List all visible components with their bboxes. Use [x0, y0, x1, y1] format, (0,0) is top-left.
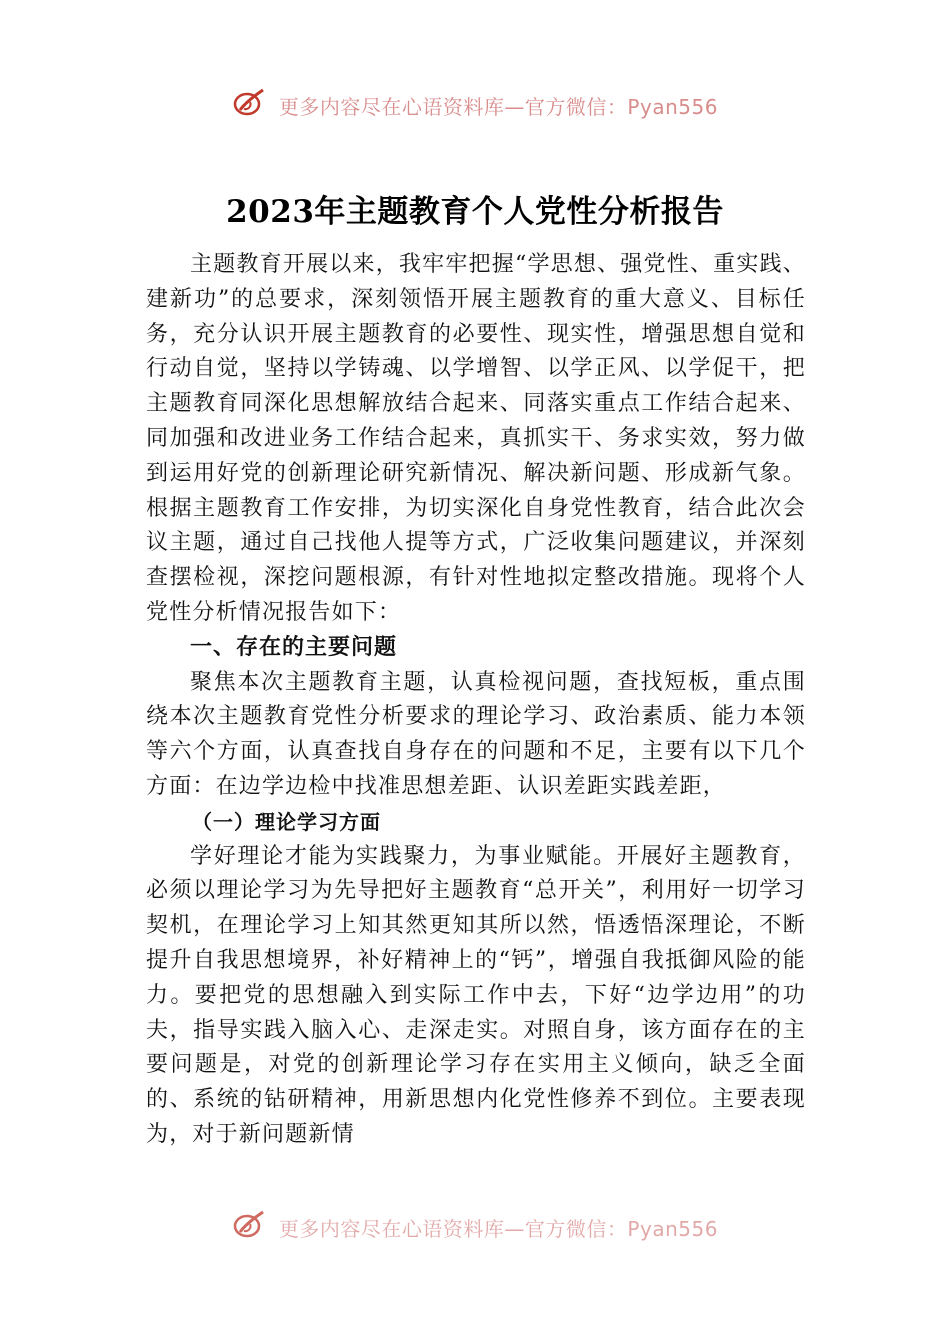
section-heading-problems: 一、存在的主要问题 — [190, 634, 398, 660]
paragraph-theory: 学好理论才能为实践聚力，为事业赋能。开展好主题教育，必须以理论学习为先导把好主题教育“总开关”，利用好一切学习契机，在理论学习上知其然更知其所以然，悟透悟深理论，不断提升自我思想境界，补好精神上的“钙”，增强自我抵御风险的能力。要把党的思想融入到实际工作中去，下好“边学边用”的功夫，指导实践入脑入心、走深走实。对照自身，该方面存在的主要问题是，对党的创新理论学习存在实用主义倾向，缺乏全面的、系统的钻研精神，用新思想内化党性修养不到位。主要表现为，对于新问题新情 — [146, 843, 806, 1147]
watermark-text: 更多内容尽在心语资料库—官方微信：Pyan556 — [278, 95, 718, 119]
footer-watermark — [0, 1210, 950, 1245]
quill-swirl-logo-icon — [232, 1210, 266, 1245]
header-watermark — [0, 88, 950, 123]
paragraph-problems: 聚焦本次主题教育主题，认真检视问题，查找短板，重点围绕本次主题教育党性分析要求的理论学习、政治素质、能力本领等六个方面，认真查找自身存在的问题和不足，主要有以下几个方面：在边学边检中找准思想差距、认识差距实践差距， — [146, 669, 806, 799]
subsection-heading-theory: （一）理论学习方面 — [192, 809, 381, 834]
watermark-text: 更多内容尽在心语资料库—官方微信：Pyan556 — [278, 1217, 718, 1241]
quill-swirl-logo-icon — [232, 88, 266, 123]
document-title: 2023年主题教育个人党性分析报告 — [226, 194, 724, 230]
document-body — [146, 248, 806, 1153]
paragraph-intro: 主题教育开展以来，我牢牢把握“学思想、强党性、重实践、建新功”的总要求，深刻领悟开展主题教育的重大意义、目标任务，充分认识开展主题教育的必要性、现实性，增强思想自觉和行动自觉，坚持以学铸魂、以学增智、以学正风、以学促干，把主题教育同深化思想解放结合起来、同落实重点工作结合起来、同加强和改进业务工作结合起来，真抓实干、务求实效，努力做到运用好党的创新理论研究新情况、解决新问题、形成新气象。根据主题教育工作安排，为切实深化自身党性教育，结合此次会议主题，通过自己找他人提等方式，广泛收集问题建议，并深刻查摆检视，深挖问题根源，有针对性地拟定整改措施。现将个人党性分析情况报告如下： — [146, 252, 806, 625]
